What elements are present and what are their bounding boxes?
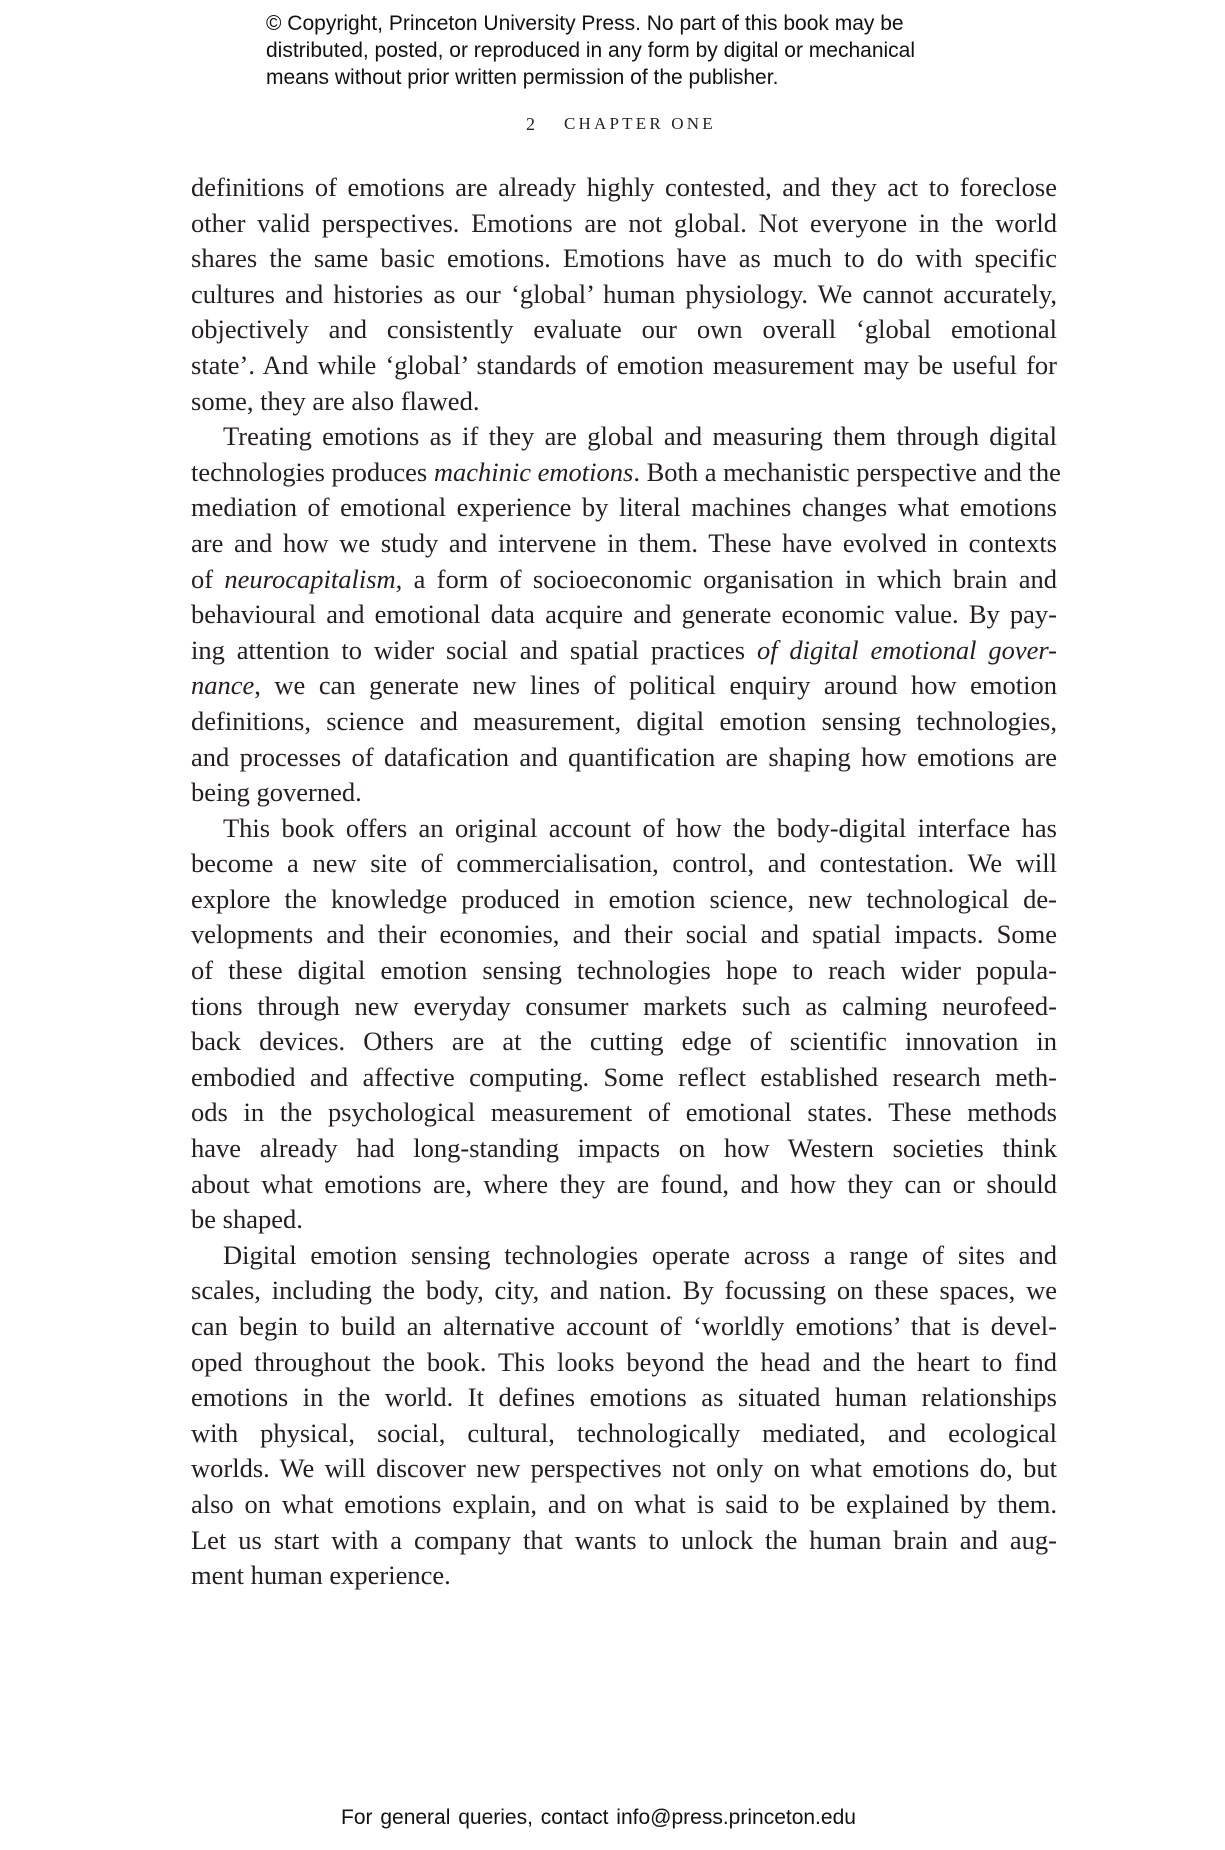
text-line: mediation of emotional experience by literal machines changes what emotions	[191, 492, 1057, 523]
text-line: worlds. We will discover new perspectives not only on what emotions do, but	[191, 1453, 1057, 1484]
text-line: some, they are also flawed.	[191, 385, 480, 416]
text-line: explore the knowledge produced in emotion science, new technological de-	[191, 883, 1057, 914]
text-line: Treating emotions as if they are global and measuring them through digital	[223, 421, 1057, 452]
text-line: emotions in the world. It defines emotions as situated human relationships	[191, 1382, 1057, 1413]
text-line: definitions, science and measurement, digital emotion sensing technologies,	[191, 705, 1057, 736]
text-line: ment human experience.	[191, 1560, 451, 1591]
paragraph	[191, 419, 1061, 811]
text-line: cultures and histories as our ‘global’ human physiology. We cannot accurately,	[191, 278, 1057, 309]
text-line: other valid perspectives. Emotions are not global. Not everyone in the world	[191, 207, 1057, 238]
italic-term: neurocapitalism,	[224, 563, 403, 594]
page-number: 2	[526, 114, 538, 134]
text-line: scales, including the body, city, and nation. By focussing on these spaces, we	[191, 1275, 1057, 1306]
text-line: about what emotions are, where they are found, and how they can or should	[191, 1168, 1057, 1199]
text-line: and processes of datafication and quantification are shaping how emotions are	[191, 741, 1057, 772]
text-line: state’. And while ‘global’ standards of emotion measurement may be useful for	[191, 349, 1057, 380]
text-line: behavioural and emotional data acquire and generate economic value. By pay-	[191, 599, 1057, 630]
paragraph	[191, 811, 1057, 1238]
text-line: objectively and consistently evaluate our own overall ‘global emotional	[191, 314, 1057, 345]
copyright-line: © Copyright, Princeton University Press. No part of this book may be	[266, 12, 904, 35]
text-line: ing attention to wider social and spatial practices of digital emotional gover-	[191, 634, 1057, 665]
text-line: tions through new everyday consumer markets such as calming neurofeed-	[191, 990, 1057, 1021]
text-line: Let us start with a company that wants to unlock the human brain and aug-	[191, 1524, 1057, 1555]
text-line: shares the same basic emotions. Emotions have as much to do with specific	[191, 243, 1057, 274]
text-line: of neurocapitalism, a form of socioeconomic organisation in which brain and	[191, 563, 1057, 594]
text-line: back devices. Others are at the cutting edge of scientific innovation in	[191, 1026, 1057, 1057]
text-line: can begin to build an alternative account of ‘worldly emotions’ that is devel-	[191, 1311, 1057, 1341]
text-line: definitions of emotions are already highly contested, and they act to foreclose	[191, 172, 1057, 202]
text-line: embodied and affective computing. Some reflect established research meth-	[191, 1061, 1057, 1092]
text-line: are and how we study and intervene in them. These have evolved in contexts	[191, 527, 1057, 558]
footer-contact: For general queries, contact info@press.princeton.edu	[341, 1806, 856, 1829]
paragraph	[191, 170, 1057, 419]
copyright-notice	[266, 10, 986, 91]
text-line: nance, we can generate new lines of political enquiry around how emotion	[191, 670, 1057, 701]
text-line: oped throughout the book. This looks beyond the head and the heart to find	[191, 1346, 1057, 1377]
text-line: ods in the psychological measurement of emotional states. These methods	[191, 1097, 1057, 1128]
text-line: become a new site of commercialisation, control, and contestation. We will	[191, 848, 1057, 879]
text-line: be shaped.	[191, 1204, 303, 1235]
text-line: technologies produces machinic emotions. Both a mechanistic perspective and the	[191, 456, 1061, 487]
body-text	[191, 170, 1061, 1594]
italic-term: of digital emotional gover-	[756, 634, 1057, 665]
text-line: velopments and their economies, and their social and spatial impacts. Some	[191, 919, 1057, 950]
text-line: Digital emotion sensing technologies operate across a range of sites and	[223, 1239, 1057, 1270]
text-line: being governed.	[191, 777, 362, 808]
copyright-line: distributed, posted, or reproduced in any form by digital or mechanical	[266, 39, 916, 62]
text-line: This book offers an original account of how the body-digital interface has	[223, 812, 1057, 843]
italic-term: machinic emotions	[433, 456, 634, 487]
text-line: of these digital emotion sensing technologies hope to reach wider popula-	[191, 955, 1057, 986]
paragraph	[191, 1238, 1057, 1594]
text-line: have already had long-standing impacts on how Western societies think	[191, 1133, 1057, 1164]
chapter-title: CHAPTER ONE	[564, 114, 716, 133]
text-line: with physical, social, cultural, technologically mediated, and ecological	[191, 1417, 1057, 1448]
copyright-line: means without prior written permission of the publisher.	[266, 66, 779, 89]
text-line: also on what emotions explain, and on what is said to be explained by them.	[191, 1488, 1057, 1519]
italic-term: nance	[191, 670, 255, 701]
